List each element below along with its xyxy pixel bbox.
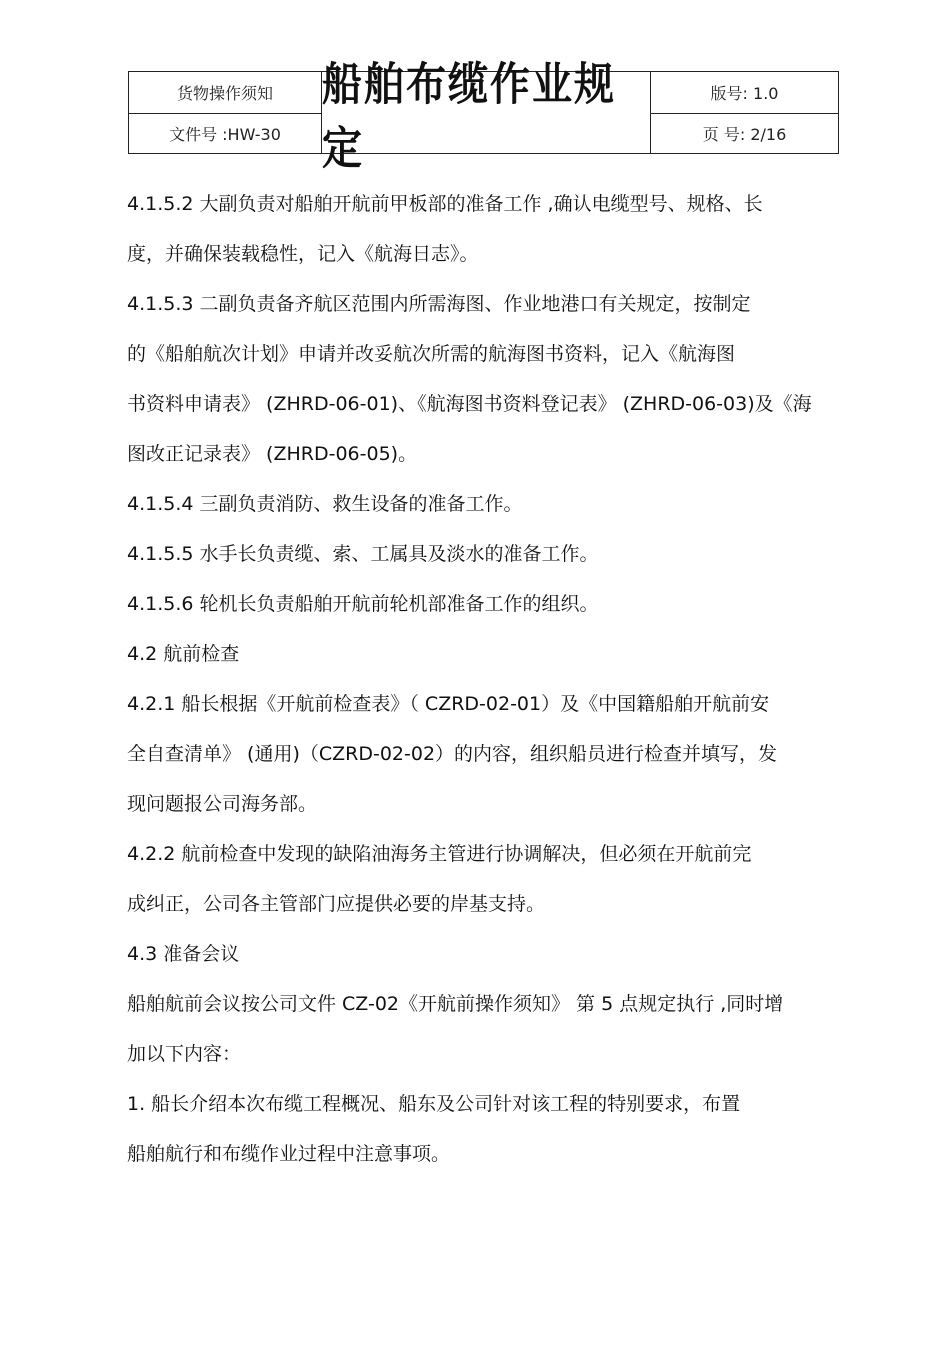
text-line: 书资料申请表》 (ZHRD-06-01)、《航海图书资料登记表》 (ZHRD-06-03)及《海 — [127, 393, 812, 415]
text-line: 船舶航前会议按公司文件 CZ-02《开航前操作须知》 第 5 点规定执行 ,同时增 — [127, 993, 784, 1015]
document-header-table — [128, 57, 839, 175]
text-line: 成纠正，公司各主管部门应提供必要的岸基支持。 — [127, 893, 546, 915]
text-line: 4.1.5.2 大副负责对船舶开航前甲板部的准备工作 ,确认电缆型号、规格、长 — [127, 193, 763, 215]
text-line: 4.2.1 船长根据《开航前检查表》（ CZRD-02-01）及《中国籍船舶开航前安 — [127, 693, 770, 715]
text-line: 船舶航行和布缆作业过程中注意事项。 — [127, 1143, 451, 1165]
header-page-number: 页 号: 2/16 — [702, 124, 787, 144]
section-heading: 4.3 准备会议 — [127, 943, 240, 965]
text-line: 4.2.2 航前检查中发现的缺陷油海务主管进行协调解决，但必须在开航前完 — [127, 843, 752, 865]
text-line: 的《船舶航次计划》申请并改妥航次所需的航海图书资料，记入《航海图 — [127, 343, 736, 365]
text-line: 度，并确保装载稳性，记入《航海日志》。 — [127, 243, 479, 265]
header-category: 货物操作须知 — [176, 84, 273, 103]
header-doc-number: 文件号 :HW-30 — [169, 124, 281, 144]
section-heading: 4.2 航前检查 — [127, 643, 240, 665]
text-line: 图改正记录表》 (ZHRD-06-05)。 — [127, 443, 418, 465]
text-line: 4.1.5.5 水手长负责缆、索、工属具及淡水的准备工作。 — [127, 543, 599, 565]
header-version: 版号: 1.0 — [710, 84, 779, 103]
text-line: 1. 船长介绍本次布缆工程概况、船东及公司针对该工程的特别要求，布置 — [127, 1093, 741, 1115]
document-body — [127, 179, 857, 1179]
text-line: 4.1.5.6 轮机长负责船舶开航前轮机部准备工作的组织。 — [127, 593, 599, 615]
text-line: 4.1.5.3 二副负责备齐航区范围内所需海图、作业地港口有关规定，按制定 — [127, 293, 751, 315]
text-line: 现问题报公司海务部。 — [127, 793, 318, 815]
document-title: 船舶布缆作业规定 — [322, 57, 616, 175]
text-line: 加以下内容： — [127, 1043, 242, 1065]
text-line: 4.1.5.4 三副负责消防、救生设备的准备工作。 — [127, 493, 523, 515]
text-line: 全自查清单》 (通用)（CZRD-02-02）的内容，组织船员进行检查并填写，发 — [127, 743, 778, 765]
